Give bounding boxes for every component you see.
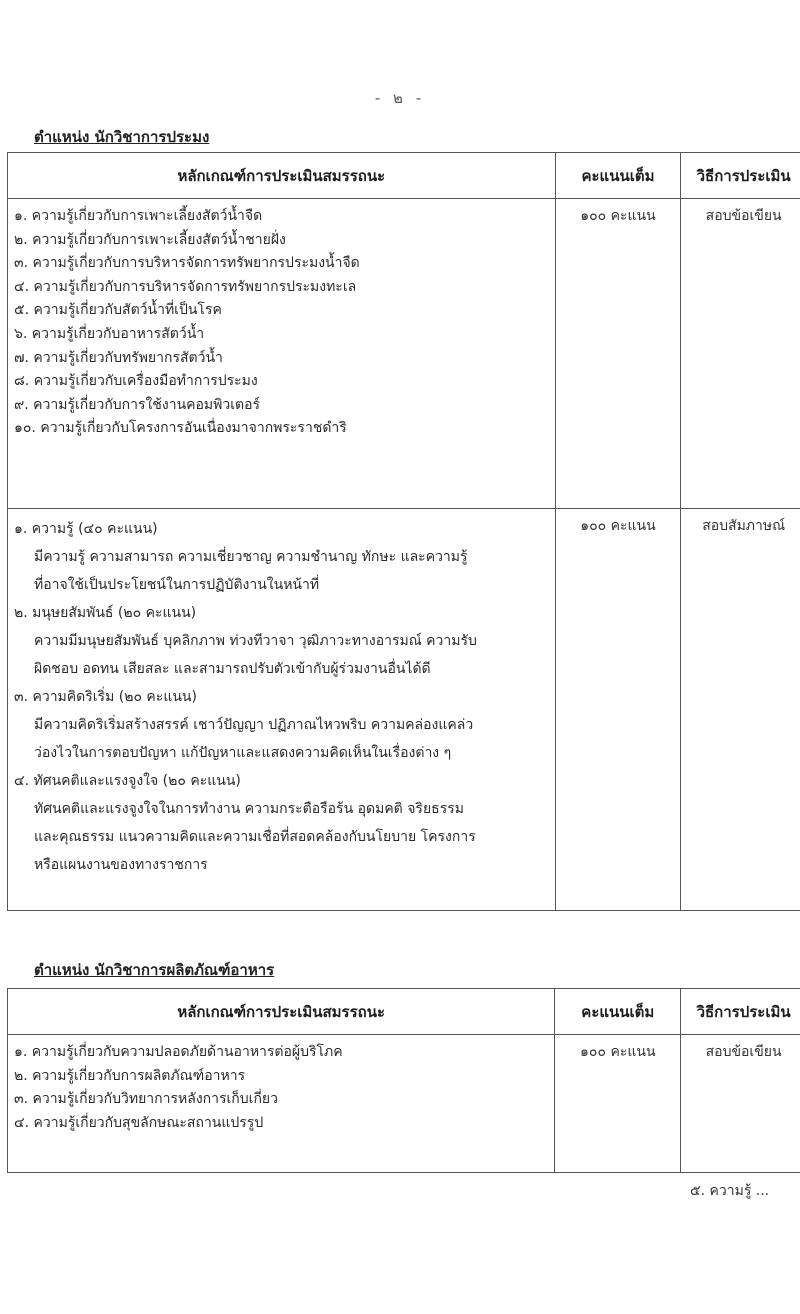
table-row-written-exam	[8, 1035, 800, 1173]
criteria-group-desc: มีความรู้ ความสามารถ ความเชี่ยวชาญ ความชำนาญ ทักษะ และความรู้	[34, 549, 468, 565]
criteria-item: ๘. ความรู้เกี่ยวกับเครื่องมือทำการประมง	[14, 373, 258, 390]
criteria-item: ๒. ความรู้เกี่ยวกับการผลิตภัณฑ์อาหาร	[14, 1067, 246, 1084]
criteria-group-desc: ผิดชอบ อดทน เสียสละ และสามารถปรับตัวเข้ากับผู้ร่วมงานอื่นได้ดี	[34, 661, 431, 677]
header-criteria: หลักเกณฑ์การประเมินสมรรถนะ	[8, 989, 555, 1035]
criteria-item: ๓. ความรู้เกี่ยวกับวิทยาการหลังการเก็บเกี่ยว	[14, 1091, 278, 1108]
food-products-criteria-table	[7, 988, 800, 1173]
section-title-fisheries: ตำแหน่ง นักวิชาการประมง	[34, 128, 210, 146]
criteria-item: ๑๐. ความรู้เกี่ยวกับโครงการอันเนื่องมาจากพระราชดำริ	[14, 420, 347, 437]
criteria-group-desc: มีความคิดริเริ่มสร้างสรรค์ เชาว์ปัญญา ปฏิภาณไหวพริบ ความคล่องแคล่ว	[34, 717, 474, 733]
criteria-group-desc: ทัศนคติและแรงจูงใจในการทำงาน ความกระตือรือร้น อุดมคติ จริยธรรม	[34, 801, 464, 817]
criteria-item: ๙. ความรู้เกี่ยวกับการใช้งานคอมพิวเตอร์	[14, 396, 261, 413]
criteria-group-head: ๒. มนุษยสัมพันธ์ (๒๐ คะแนน)	[14, 605, 197, 621]
criteria-item: ๓. ความรู้เกี่ยวกับการบริหารจัดการทรัพยากรประมงน้ำจืด	[14, 255, 360, 272]
table-header-row	[8, 153, 800, 199]
score-cell: ๑๐๐ คะแนน	[555, 199, 681, 509]
score-cell: ๑๐๐ คะแนน	[555, 1035, 681, 1173]
method-cell: สอบข้อเขียน	[681, 199, 800, 509]
criteria-group-desc: หรือแผนงานของทางราชการ	[34, 857, 208, 873]
criteria-item: ๑. ความรู้เกี่ยวกับการเพาะเลี้ยงสัตว์น้ำจืด	[14, 208, 263, 224]
section-title-food-products: ตำแหน่ง นักวิชาการผลิตภัณฑ์อาหาร	[34, 961, 275, 979]
criteria-group-desc: ว่องไวในการตอบปัญหา แก้ปัญหาและแสดงความคิดเห็นในเรื่องต่าง ๆ	[34, 745, 452, 761]
criteria-item: ๒. ความรู้เกี่ยวกับการเพาะเลี้ยงสัตว์น้ำชายฝั่ง	[14, 231, 286, 248]
continuation-note: ๕. ความรู้ ...	[690, 1183, 770, 1199]
criteria-item: ๗. ความรู้เกี่ยวกับทรัพยากรสัตว์น้ำ	[14, 349, 223, 366]
criteria-cell	[8, 199, 556, 509]
table-header-row	[8, 989, 800, 1035]
criteria-item: ๑. ความรู้เกี่ยวกับความปลอดภัยด้านอาหารต่อผู้บริโภค	[14, 1044, 343, 1060]
criteria-cell	[8, 509, 556, 911]
criteria-group-desc: และคุณธรรม แนวความคิดและความเชื่อที่สอดคล้องกับนโยบาย โครงการ	[34, 829, 476, 845]
header-method: วิธีการประเมิน	[681, 989, 800, 1035]
table-row-interview	[8, 509, 800, 911]
criteria-item: ๔. ความรู้เกี่ยวกับการบริหารจัดการทรัพยากรประมงทะเล	[14, 278, 357, 295]
header-score: คะแนนเต็ม	[555, 153, 681, 199]
criteria-group-head: ๑. ความรู้ (๔๐ คะแนน)	[14, 521, 158, 537]
method-cell: สอบข้อเขียน	[681, 1035, 800, 1173]
fisheries-criteria-table	[7, 152, 800, 911]
criteria-item: ๕. ความรู้เกี่ยวกับสัตว์น้ำที่เป็นโรค	[14, 302, 222, 319]
page-number: - ๒ -	[374, 89, 426, 107]
header-criteria: หลักเกณฑ์การประเมินสมรรถนะ	[8, 153, 556, 199]
method-cell: สอบสัมภาษณ์	[681, 509, 800, 911]
criteria-group-desc: ความมีมนุษยสัมพันธ์ บุคลิกภาพ ท่วงทีวาจา วุฒิภาวะทางอารมณ์ ความรับ	[34, 633, 477, 649]
header-method: วิธีการประเมิน	[681, 153, 800, 199]
criteria-group-desc: ที่อาจใช้เป็นประโยชน์ในการปฏิบัติงานในหน้าที่	[34, 577, 320, 593]
criteria-cell	[8, 1035, 555, 1173]
criteria-group-head: ๓. ความคิดริเริ่ม (๒๐ คะแนน)	[14, 689, 197, 705]
score-cell: ๑๐๐ คะแนน	[555, 509, 681, 911]
table-row-written-exam	[8, 199, 800, 509]
header-score: คะแนนเต็ม	[555, 989, 681, 1035]
criteria-item: ๖. ความรู้เกี่ยวกับอาหารสัตว์น้ำ	[14, 325, 205, 342]
criteria-group-head: ๔. ทัศนคติและแรงจูงใจ (๒๐ คะแนน)	[14, 773, 241, 789]
criteria-item: ๔. ความรู้เกี่ยวกับสุขลักษณะสถานแปรรูป	[14, 1114, 264, 1131]
